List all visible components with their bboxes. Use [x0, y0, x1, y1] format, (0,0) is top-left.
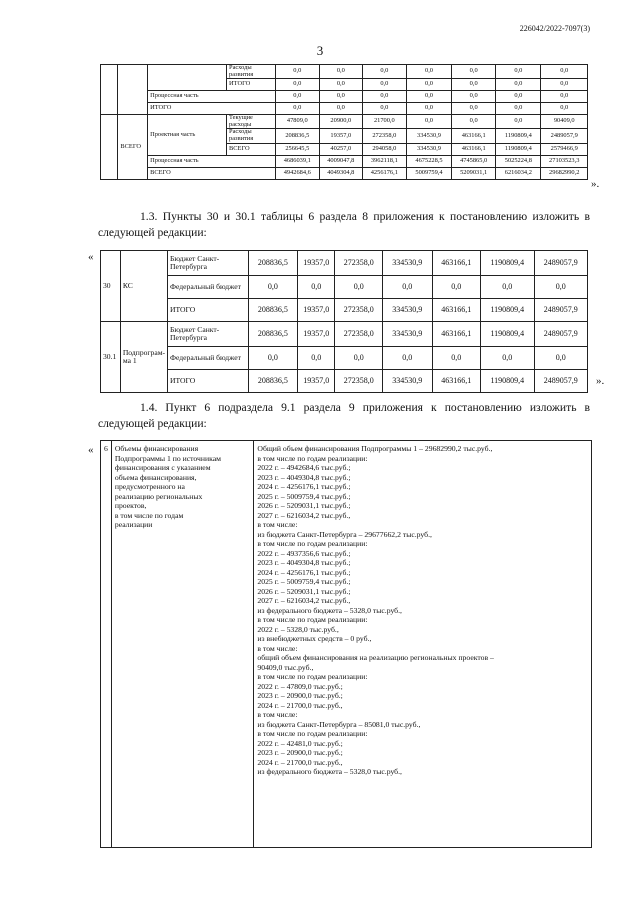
label-line: в том числе по годам	[114, 510, 184, 520]
table-row	[101, 276, 588, 299]
table-cell: 0,0	[319, 65, 362, 79]
funding-table-continuation	[100, 64, 588, 180]
content-line: из бюджета Санкт-Петербурга – 29677662,2 тыс.руб.,	[257, 529, 432, 539]
amendment-paragraph-1-3	[98, 209, 590, 240]
table-cell: 0,0	[496, 65, 541, 79]
table-cell: 0,0	[383, 347, 432, 370]
content-line: из федерального бюджета – 5328,0 тыс.руб.,	[257, 767, 402, 776]
table-cell: 2489057,9	[534, 370, 588, 393]
table-cell: 2489057,9	[541, 129, 588, 143]
table-row	[101, 347, 588, 370]
table-row	[101, 65, 588, 79]
content-line: в том числе:	[257, 520, 298, 529]
table-cell: 0,0	[432, 276, 481, 299]
table-cell: 272358,0	[335, 251, 383, 276]
table-cell: 1190809,4	[481, 299, 534, 322]
table-cell: 0,0	[496, 91, 541, 103]
table-cell: 0,0	[383, 276, 432, 299]
table-cell: 0,0	[452, 65, 496, 79]
table-cell: 20900,0	[319, 115, 362, 129]
content-line: из федерального бюджета – 5328,0 тыс.руб.,	[257, 605, 402, 615]
table-cell: 0,0	[534, 347, 588, 370]
closing-quote: ».	[596, 375, 605, 387]
table-cell: 19357,0	[298, 299, 335, 322]
table-cell: 5009759,4	[406, 167, 451, 179]
table-cell: 463166,1	[432, 251, 481, 276]
table-cell: 0,0	[362, 103, 406, 115]
table-cell: 21700,0	[362, 115, 406, 129]
content-line: 2022 г. – 42481,0 тыс.руб.;	[257, 738, 343, 748]
table-cell: 19357,0	[298, 251, 335, 276]
table-cell: 19357,0	[298, 322, 335, 347]
content-line: 2022 г. – 4937356,6 тыс.руб.;	[257, 548, 351, 558]
table-cell: 0,0	[541, 79, 588, 91]
content-line: 2022 г. – 5328,0 тыс.руб.,	[257, 624, 339, 634]
table-cell: 463166,1	[452, 143, 496, 155]
content-line: 2024 г. – 4256176,1 тыс.руб.;	[257, 567, 351, 577]
table-cell: 0,0	[496, 103, 541, 115]
label-cell	[111, 441, 254, 848]
table-cell: 27103523,3	[541, 155, 588, 167]
table-cell: 0,0	[298, 276, 335, 299]
table-cell: 1190809,4	[496, 129, 541, 143]
table-cell: 294058,0	[362, 143, 406, 155]
table-cell: 29682990,2	[541, 167, 588, 179]
content-line: 2023 г. – 20900,0 тыс.руб.;	[257, 748, 343, 757]
table-cell: 0,0	[534, 276, 588, 299]
table-cell: 4686039,1	[275, 155, 319, 167]
table-cell: 4675228,5	[406, 155, 451, 167]
label-line: финансирования с указанием	[114, 463, 211, 472]
content-line: 90409,0 тыс.руб.,	[257, 662, 314, 672]
content-line: в том числе по годам реализации:	[257, 453, 368, 463]
table-cell: 0,0	[362, 79, 406, 91]
source-cell: Федеральный бюджет	[168, 347, 249, 370]
opening-quote: «	[88, 251, 94, 263]
table-cell: 334530,9	[383, 370, 432, 393]
source-cell: Бюджет Санкт-Петербурга	[168, 322, 249, 347]
subprogram-passport-table	[100, 440, 592, 848]
table-cell: 2579466,9	[541, 143, 588, 155]
document-number: 226042/2022-7097(3)	[519, 24, 590, 33]
content-line: 2026 г. – 5209031,1 тыс.руб.;	[257, 501, 351, 510]
content-cell	[254, 441, 592, 848]
table-cell: ВСЕГО	[227, 143, 276, 155]
table-cell: 208836,5	[248, 299, 297, 322]
table-cell: 2489057,9	[534, 322, 588, 347]
amendment-paragraph-1-4	[98, 400, 590, 431]
label-line: Подпрограммы 1 по источникам	[114, 453, 222, 463]
table-cell: 0,0	[541, 65, 588, 79]
content-line: 2024 г. – 4256176,1 тыс.руб.;	[257, 482, 351, 491]
table-row	[101, 155, 588, 167]
table-cell: 0,0	[406, 79, 451, 91]
table-cell: 334530,9	[406, 129, 451, 143]
label-line: Объемы финансирования	[114, 444, 199, 453]
content-line: 2024 г. – 21700,0 тыс.руб.,	[257, 757, 343, 767]
table-cell: 0,0	[275, 91, 319, 103]
table-cell: 463166,1	[432, 322, 481, 347]
table-cell: 0,0	[406, 115, 451, 129]
table-cell: 0,0	[275, 65, 319, 79]
table-cell: 208836,5	[275, 129, 319, 143]
table-cell: 19357,0	[298, 370, 335, 393]
table-row	[101, 167, 588, 179]
table-cell: 6216034,2	[496, 167, 541, 179]
table-cell: Процессная часть	[148, 155, 276, 167]
source-cell: Федеральный бюджет	[168, 276, 249, 299]
paragraph-text: 1.3. Пункты 30 и 30.1 таблицы 6 раздела 8 приложения к постановлению изложить в следующей редакции:	[98, 210, 590, 239]
table-cell: ИТОГО	[148, 103, 276, 115]
table-cell: 5209031,1	[452, 167, 496, 179]
table-row	[101, 251, 588, 276]
content-line: в том числе по годам реализации:	[257, 615, 368, 624]
label-line: реализации	[114, 520, 153, 529]
content-line: Общий объем финансирования Подпрограммы 1 – 29682990,2 тыс.руб.,	[257, 444, 493, 453]
table-cell: 334530,9	[406, 143, 451, 155]
table-cell: 2489057,9	[534, 299, 588, 322]
table-cell: 0,0	[541, 103, 588, 115]
table-row	[101, 103, 588, 115]
table-cell: 0,0	[298, 347, 335, 370]
content-line: 2022 г. – 4942684,6 тыс.руб.;	[257, 463, 351, 472]
table-cell	[101, 65, 118, 115]
table-cell: 0,0	[319, 79, 362, 91]
content-line: в том числе по годам реализации:	[257, 729, 368, 738]
table-cell	[118, 65, 148, 115]
table-cell: 208836,5	[248, 251, 297, 276]
table-cell: 0,0	[432, 347, 481, 370]
table-cell: 0,0	[319, 91, 362, 103]
table-cell: 1190809,4	[496, 143, 541, 155]
label-line: реализацию региональных	[114, 491, 203, 501]
table-cell: 0,0	[452, 79, 496, 91]
table-cell: 19357,0	[319, 129, 362, 143]
table-cell: 0,0	[335, 347, 383, 370]
paragraph-text: 1.4. Пункт 6 подраздела 9.1 раздела 9 приложения к постановлению изложить в следующей редакции:	[98, 401, 590, 430]
table-cell: 4049304,8	[319, 167, 362, 179]
table-cell: 0,0	[481, 276, 534, 299]
table-cell: 0,0	[496, 79, 541, 91]
table-row	[101, 299, 588, 322]
content-line: в том числе по годам реализации:	[257, 539, 368, 548]
table-cell: 0,0	[248, 347, 297, 370]
table-cell: 0,0	[452, 103, 496, 115]
table-cell: 1190809,4	[481, 370, 534, 393]
table-row	[101, 115, 588, 129]
table-cell: 0,0	[406, 103, 451, 115]
content-line: 2025 г. – 5009759,4 тыс.руб.;	[257, 491, 351, 501]
table-cell: 0,0	[541, 91, 588, 103]
table-cell: 463166,1	[432, 299, 481, 322]
source-cell: Бюджет Санкт-Петербурга	[168, 251, 249, 276]
content-line: в том числе:	[257, 643, 298, 653]
table-row	[101, 370, 588, 393]
table-cell: 272358,0	[335, 322, 383, 347]
table-cell: 334530,9	[383, 251, 432, 276]
table-row	[101, 441, 592, 848]
content-line: 2027 г. – 6216034,2 тыс.руб.,	[257, 596, 351, 605]
table-cell: Процессная часть	[148, 91, 276, 103]
label-line: проектов,	[114, 501, 147, 510]
content-line: в том числе:	[257, 710, 298, 719]
table-cell: 4009047,8	[319, 155, 362, 167]
table-cell: 272358,0	[362, 129, 406, 143]
table-cell: 0,0	[275, 103, 319, 115]
content-line: 2027 г. – 6216034,2 тыс.руб.,	[257, 510, 351, 520]
opening-quote: «	[88, 444, 94, 456]
table-row	[101, 91, 588, 103]
item-number: 6	[101, 441, 112, 848]
table-cell: 40257,0	[319, 143, 362, 155]
table-cell: 334530,9	[383, 322, 432, 347]
table-cell: 0,0	[481, 347, 534, 370]
content-line: 2024 г. – 21700,0 тыс.руб.,	[257, 700, 343, 710]
table-cell	[148, 65, 227, 91]
table-cell: Текущие расходы	[227, 115, 276, 129]
content-line: 2025 г. – 5009759,4 тыс.руб.;	[257, 577, 351, 586]
table-cell: ВСЕГО	[118, 115, 148, 179]
source-cell: ИТОГО	[168, 370, 249, 393]
content-line: в том числе по годам реализации:	[257, 672, 368, 681]
table-cell: 4942684,6	[275, 167, 319, 179]
item-number: 30.1	[101, 322, 121, 393]
table-cell: 4745865,0	[452, 155, 496, 167]
content-line: 2022 г. – 47809,0 тыс.руб.;	[257, 681, 343, 691]
table-cell: 0,0	[275, 79, 319, 91]
table-cell	[101, 115, 118, 179]
table-cell: 0,0	[248, 276, 297, 299]
table-cell: 0,0	[335, 276, 383, 299]
table-cell: 272358,0	[335, 370, 383, 393]
table-cell: Расходы развития	[227, 129, 276, 143]
table-cell: 272358,0	[335, 299, 383, 322]
table-cell: 0,0	[496, 115, 541, 129]
page-number: 3	[316, 43, 324, 58]
table-cell: 0,0	[452, 115, 496, 129]
content-line: из бюджета Санкт-Петербурга – 85081,0 тыс.руб.,	[257, 719, 421, 729]
table-cell: 208836,5	[248, 370, 297, 393]
table-cell: 0,0	[406, 65, 451, 79]
table-cell: 0,0	[362, 91, 406, 103]
content-line: 2023 г. – 4049304,8 тыс.руб.;	[257, 558, 351, 567]
table-cell: 0,0	[362, 65, 406, 79]
content-line: 2023 г. – 4049304,8 тыс.руб.;	[257, 472, 351, 482]
table-cell: 0,0	[452, 91, 496, 103]
label-line: предусмотренного на	[114, 482, 185, 491]
table-cell: Расходы развития	[227, 65, 276, 79]
table-cell: ИТОГО	[227, 79, 276, 91]
table-cell: 463166,1	[432, 370, 481, 393]
table-cell: 463166,1	[452, 129, 496, 143]
label-line: объема финансирования,	[114, 472, 197, 482]
table-cell: 5025224,8	[496, 155, 541, 167]
table-cell: Проектная часть	[148, 115, 227, 155]
table-cell: 1190809,4	[481, 322, 534, 347]
table-cell: 4256176,1	[362, 167, 406, 179]
table-row	[101, 322, 588, 347]
table-cell: ВСЕГО	[148, 167, 276, 179]
table-cell: 3962118,1	[362, 155, 406, 167]
table-cell: 256645,5	[275, 143, 319, 155]
table-cell: 0,0	[319, 103, 362, 115]
closing-quote: ».	[591, 178, 600, 190]
item-number: 30	[101, 251, 121, 322]
table-cell: 1190809,4	[481, 251, 534, 276]
table-cell: 334530,9	[383, 299, 432, 322]
funding-table-section-8	[100, 250, 588, 393]
item-name: КС	[120, 251, 167, 322]
content-line: общий объем финансирования на реализацию региональных проектов –	[257, 653, 494, 662]
content-line: 2026 г. – 5209031,1 тыс.руб.;	[257, 586, 351, 596]
table-cell: 2489057,9	[534, 251, 588, 276]
item-name: Подпрограм-ма 1	[120, 322, 167, 393]
content-line: 2023 г. – 20900,0 тыс.руб.;	[257, 691, 343, 700]
table-cell: 0,0	[406, 91, 451, 103]
table-cell: 47809,0	[275, 115, 319, 129]
content-line: из внебюджетных средств – 0 руб.,	[257, 634, 372, 643]
table-cell: 90409,0	[541, 115, 588, 129]
table-cell: 208836,5	[248, 322, 297, 347]
source-cell: ИТОГО	[168, 299, 249, 322]
